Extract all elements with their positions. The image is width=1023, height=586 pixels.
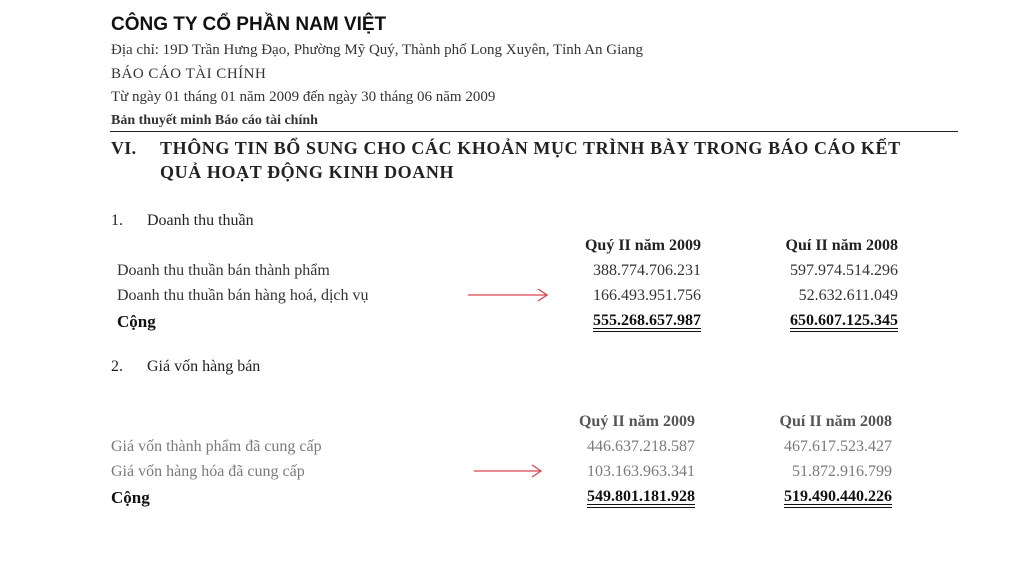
revenue-total-label: Cộng [117,312,156,331]
arrow-right-icon [472,464,544,478]
revenue-col-2009: Quý II năm 2009 [584,237,701,254]
cogs-row-value-2008: 467.617.523.427 [784,438,892,455]
cogs-row-label: Giá vốn hàng hóa đã cung cấp [111,463,305,480]
section-title-line2: QUẢ HOẠT ĐỘNG KINH DOANH [160,162,455,182]
company-address: Địa chỉ: 19D Trần Hưng Đạo, Phường Mỹ Quý, Thành phố Long Xuyên, Tỉnh An Giang [111,42,643,58]
cogs-row-value-2009: 446.637.218.587 [587,438,695,455]
cogs-col-2009: Quý II năm 2009 [578,413,695,430]
revenue-heading [111,212,254,230]
revenue-row-value-2009: 166.493.951.756 [593,287,701,304]
revenue-number: 1. [111,212,123,229]
arrow-right-icon [466,288,550,302]
cogs-total-2009: 549.801.181.928 [587,488,695,505]
revenue-row-value-2008: 597.974.514.296 [790,262,898,279]
company-name: CÔNG TY CỔ PHẦN NAM VIỆT [111,14,387,35]
revenue-row-value-2008: 52.632.611.049 [798,287,898,304]
revenue-row-label: Doanh thu thuần bán thành phẩm [117,262,330,279]
cogs-row-value-2008: 51.872.916.799 [792,463,892,480]
revenue-row-value-2009: 388.774.706.231 [593,262,701,279]
header-rule [110,131,958,132]
cogs-title: Giá vốn hàng bán [147,358,261,375]
report-subtitle: Bản thuyết minh Báo cáo tài chính [111,113,318,128]
cogs-total-2008: 519.490.440.226 [784,488,892,505]
section-number: VI. [111,138,137,158]
revenue-col-2008: Quí II năm 2008 [785,237,898,254]
section-title-line1: THÔNG TIN BỔ SUNG CHO CÁC KHOẢN MỤC TRÌNH BÀY TRONG BÁO CÁO KẾT [160,138,901,158]
report-period: Từ ngày 01 tháng 01 năm 2009 đến ngày 30 tháng 06 năm 2009 [111,89,496,105]
cogs-row-value-2009: 103.163.963.341 [587,463,695,480]
revenue-total-2008: 650.607.125.345 [790,312,898,329]
cogs-col-2008: Quí II năm 2008 [779,413,892,430]
cogs-heading [111,358,260,376]
cogs-row-label: Giá vốn thành phẩm đã cung cấp [111,438,322,455]
revenue-total-2009: 555.268.657.987 [593,312,701,329]
cogs-total-label: Cộng [111,488,150,507]
report-title: BÁO CÁO TÀI CHÍNH [111,66,267,82]
revenue-title: Doanh thu thuần [147,212,254,229]
cogs-number: 2. [111,358,123,375]
revenue-row-label: Doanh thu thuần bán hàng hoá, dịch vụ [117,287,369,304]
